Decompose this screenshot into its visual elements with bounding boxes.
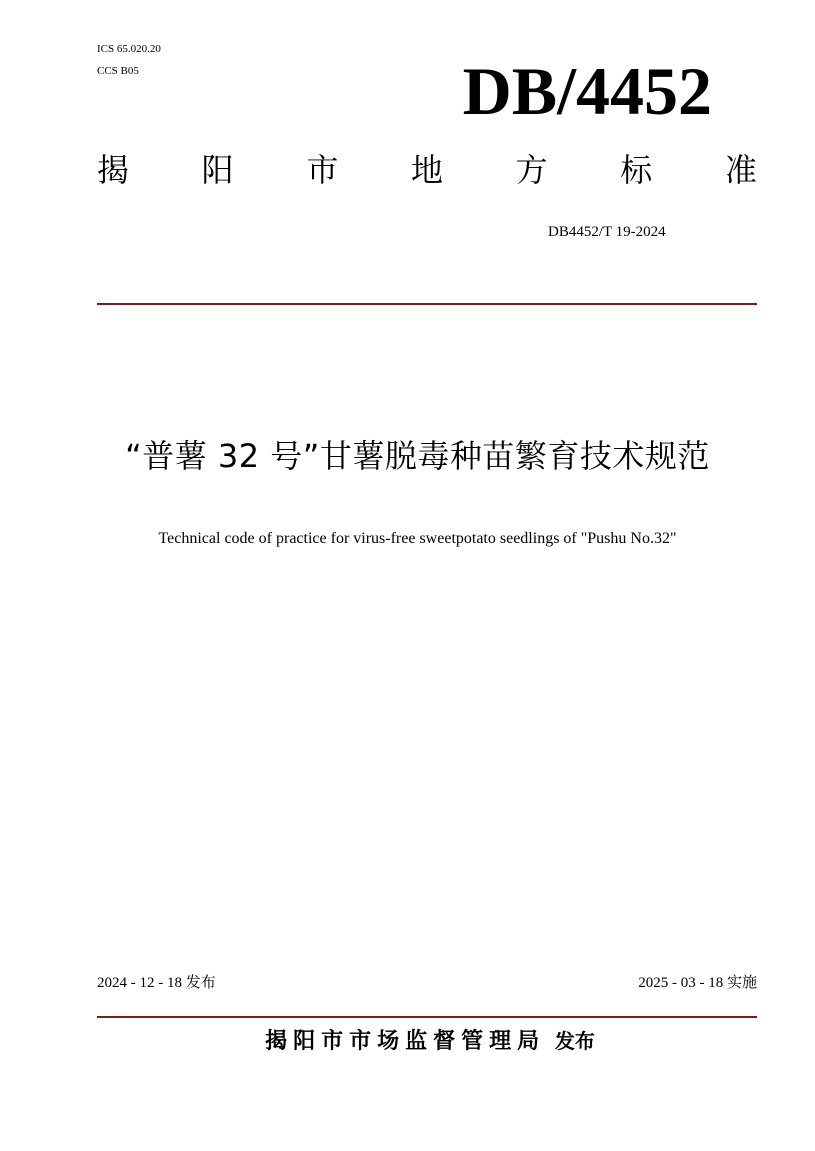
standard-code-logo: DB/4452 — [462, 53, 712, 129]
ccs-code: CCS B05 — [97, 65, 139, 77]
document-title-english: Technical code of practice for virus-free sweetpotato seedlings of "Pushu No.32" — [158, 530, 677, 547]
standard-type-char: 准 — [724, 151, 757, 189]
ics-code: ICS 65.020.20 — [97, 43, 161, 55]
document-title-chinese: “普薯 32 号”甘薯脱毒种苗繁育技术规范 — [125, 437, 710, 475]
implementation-date: 2025 - 03 - 18 实施 — [638, 975, 757, 991]
standard-type-char: 方 — [515, 151, 548, 189]
standard-type-char: 市 — [306, 151, 339, 189]
standard-type-heading — [97, 150, 757, 190]
issue-date: 2024 - 12 - 18 发布 — [97, 975, 216, 991]
standard-type-char: 地 — [410, 151, 443, 189]
standard-number: DB4452/T 19-2024 — [548, 224, 666, 240]
standard-type-char: 揭 — [97, 151, 130, 189]
standard-type-char: 标 — [620, 151, 653, 189]
bottom-divider — [97, 1016, 757, 1018]
publisher-organization: 揭阳市市场监督管理局 — [265, 1029, 546, 1054]
standard-type-char: 阳 — [201, 151, 234, 189]
publisher-action: 发布 — [554, 1029, 595, 1053]
publisher-line — [150, 1026, 710, 1057]
top-divider — [97, 303, 757, 305]
